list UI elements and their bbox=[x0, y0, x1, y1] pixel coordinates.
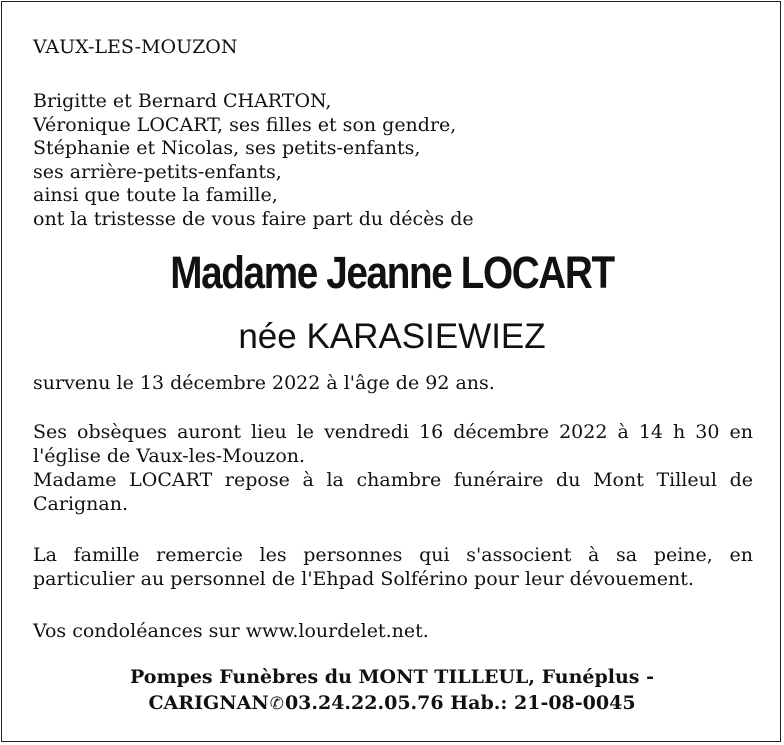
footer-city: CARIGNAN bbox=[148, 692, 269, 714]
funeral-paragraph bbox=[33, 420, 753, 516]
funeral-line: Carignan. bbox=[33, 493, 129, 515]
family-list bbox=[33, 90, 474, 231]
funeral-line: Madame LOCART repose à la chambre funéraire du Mont Tilleul de bbox=[33, 469, 753, 491]
funeral-line: Ses obsèques auront lieu le vendredi 16 décembre 2022 à 14 h 30 en bbox=[33, 421, 753, 443]
family-line: Véronique LOCART, ses filles et son gendre, bbox=[33, 113, 457, 136]
family-line: ses arrière-petits-enfants, bbox=[33, 160, 282, 183]
family-line: ainsi que toute la famille, bbox=[33, 184, 278, 206]
thanks-paragraph bbox=[33, 543, 753, 591]
funeral-line: l'église de Vaux-les-Mouzon. bbox=[33, 445, 306, 467]
family-line: Brigitte et Bernard CHARTON, bbox=[33, 90, 332, 112]
footer-line-2 bbox=[2, 690, 782, 717]
thanks-line: La famille remercie les personnes qui s'associent à sa peine, en bbox=[33, 544, 753, 566]
deceased-name: Madame Jeanne LOCART bbox=[170, 247, 614, 298]
footer-line-1: Pompes Funèbres du MONT TILLEUL, Funéplus - bbox=[130, 666, 654, 688]
town-name: VAUX-LES-MOUZON bbox=[33, 36, 238, 58]
footer-contact: 03.24.22.05.76 Hab.: 21-08-0045 bbox=[284, 692, 636, 714]
family-line: Stéphanie et Nicolas, ses petits-enfants, bbox=[33, 137, 421, 159]
funeral-home-footer bbox=[2, 664, 782, 717]
thanks-line: particulier au personnel de l'Ehpad Solférino pour leur dévouement. bbox=[33, 568, 694, 590]
phone-icon: ✆ bbox=[269, 694, 284, 714]
passing-text: survenu le 13 décembre 2022 à l'âge de 92 ans. bbox=[33, 372, 495, 394]
condolences-text: Vos condoléances sur www.lourdelet.net. bbox=[33, 620, 429, 642]
family-line: ont la tristesse de vous faire part du décès de bbox=[33, 207, 474, 230]
obituary-notice bbox=[1, 1, 781, 742]
birth-name: née KARASIEWIEZ bbox=[238, 317, 546, 356]
